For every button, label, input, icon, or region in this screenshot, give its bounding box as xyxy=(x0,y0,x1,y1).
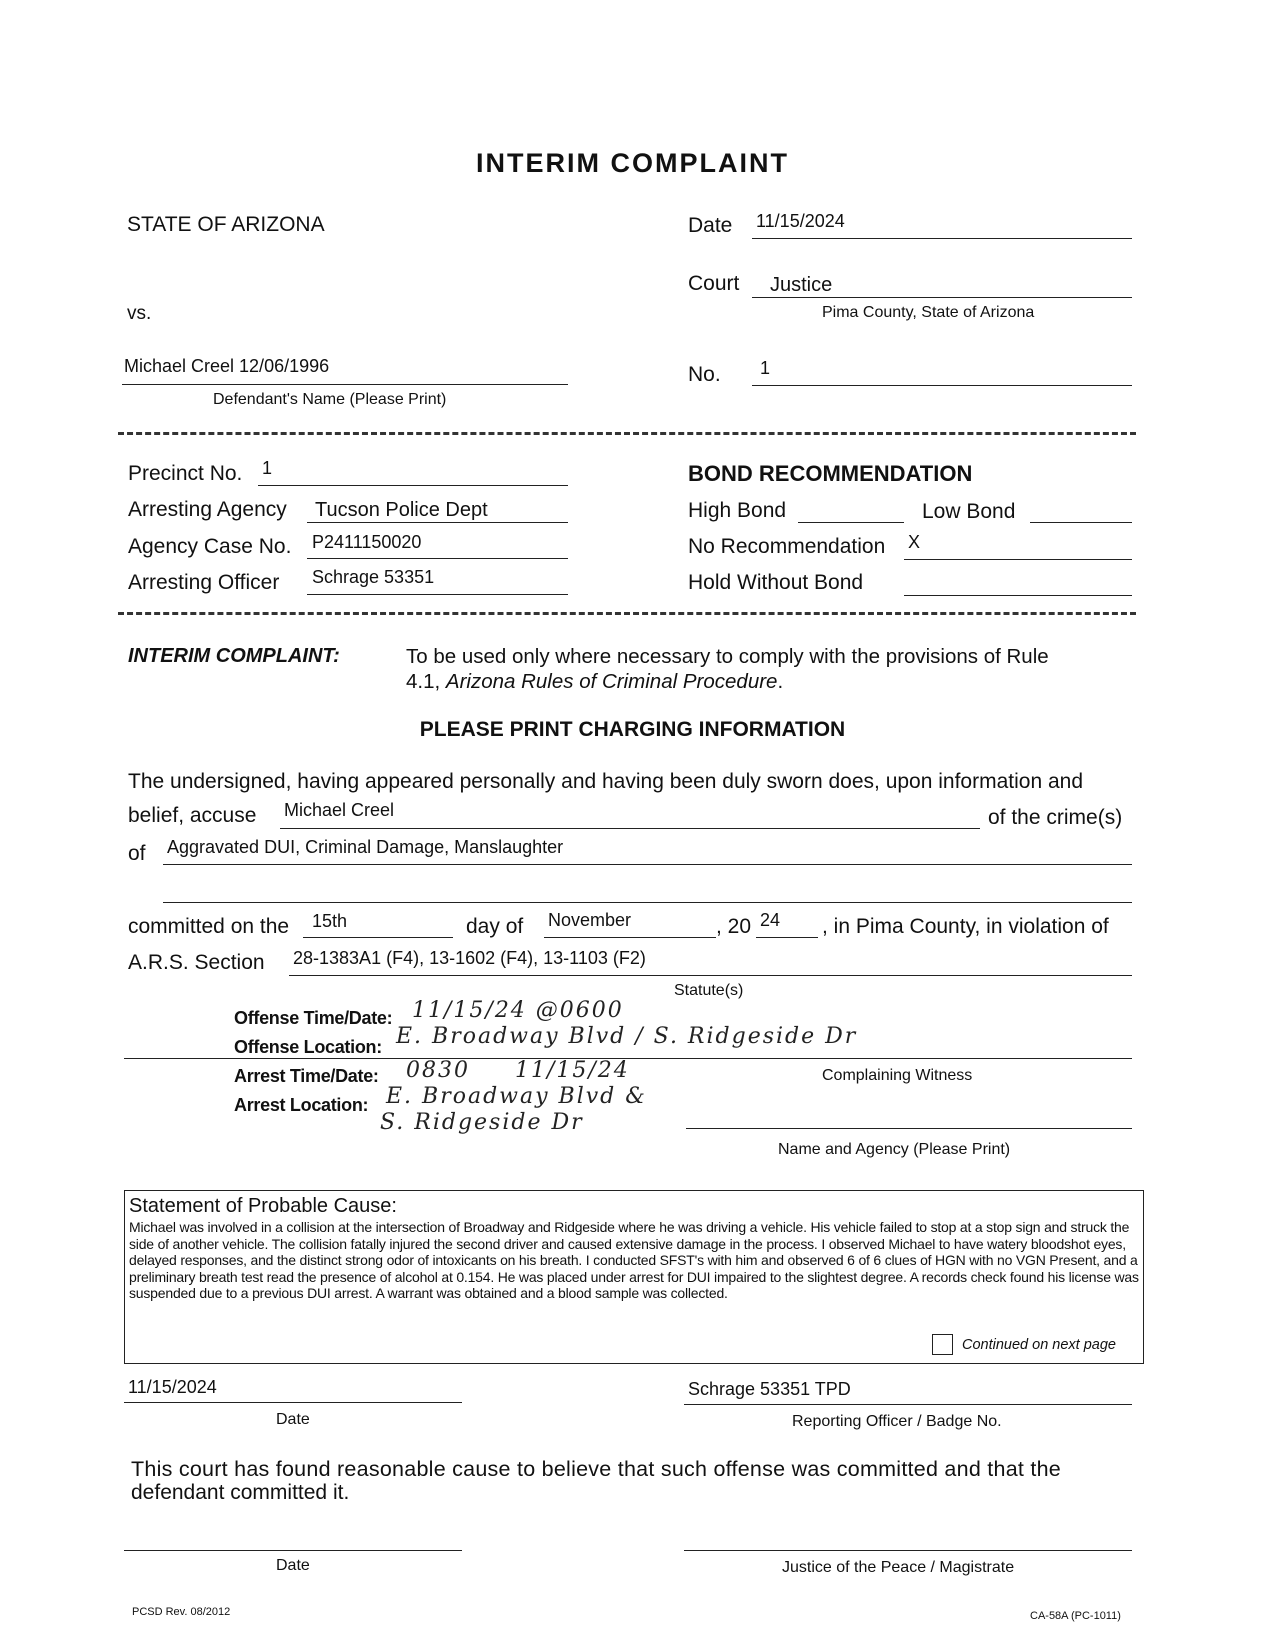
interim-note-line1: To be used only where necessary to comply with the provisions of Rule xyxy=(406,645,1049,668)
court-caption: Pima County, State of Arizona xyxy=(822,304,1035,321)
defendant-name-value: Michael Creel 12/06/1996 xyxy=(124,356,330,376)
case-number-value: 1 xyxy=(760,358,771,378)
signature-date-value: 11/15/2024 xyxy=(128,1377,217,1397)
footer-left: PCSD Rev. 08/2012 xyxy=(132,1606,231,1618)
court-finding-line2: defendant committed it. xyxy=(131,1481,350,1504)
reporting-officer-caption: Reporting Officer / Badge No. xyxy=(792,1413,1002,1430)
arresting-agency-value: Tucson Police Dept xyxy=(315,499,488,521)
of-label: of xyxy=(128,842,146,865)
agency-case-line xyxy=(307,558,568,559)
arresting-agency-line xyxy=(307,522,568,523)
arresting-officer-value: Schrage 53351 xyxy=(312,567,435,587)
interim-note-line2 xyxy=(406,670,783,694)
offense-time-label: Offense Time/Date: xyxy=(234,1008,393,1028)
reporting-officer-line xyxy=(684,1404,1132,1405)
court-date-line xyxy=(124,1550,462,1551)
court-finding-line1: This court has found reasonable cause to believe that such offense was committed and that the xyxy=(131,1457,1061,1481)
vs-label: vs. xyxy=(127,303,152,324)
high-bond-line xyxy=(798,522,904,523)
continued-label: Continued on next page xyxy=(962,1337,1116,1353)
defendant-name-line xyxy=(122,384,568,385)
accused-value: Michael Creel xyxy=(284,800,395,820)
reporting-officer-value: Schrage 53351 TPD xyxy=(688,1379,851,1399)
date-value: 11/15/2024 xyxy=(756,211,845,231)
day-line xyxy=(303,937,453,938)
month-line xyxy=(544,937,716,938)
of-the-crimes-label: of the crime(s) xyxy=(988,806,1123,829)
violation-text: , in Pima County, in violation of xyxy=(822,915,1109,938)
arrest-location-label: Arrest Location: xyxy=(234,1095,369,1115)
accused-line xyxy=(280,828,980,829)
charging-intro: The undersigned, having appeared personally and having been duly sworn does, upon information and xyxy=(128,770,1083,793)
interim-note-rules: Arizona Rules of Criminal Procedure xyxy=(445,670,778,693)
probable-cause-text: Michael was involved in a collision at the intersection of Broadway and Ridgeside where he was driving a vehicle. His vehicle failed to stop at a stop sign and struck the side of another vehicle. The collision fatally injured the second driver and caused extensive damage in the process. I observed Michael to have watery bloodshot eyes, delayed responses, and the distinct strong odor of intoxicants on his breath. I conducted SFST's with him and observed 6 of 6 clues of HGN with no VGN Present, and a preliminary breath test read the presence of alcohol at 0.154. He was placed under arrest for DUI impaired to the slightest degree. A records check found his license was suspended due to a previous DUI arrest. A warrant was obtained and a blood sample was collected. xyxy=(129,1219,1139,1302)
signature-date-line xyxy=(124,1402,462,1403)
justice-caption: Justice of the Peace / Magistrate xyxy=(782,1559,1015,1576)
date-line xyxy=(752,238,1132,239)
month-value: November xyxy=(548,910,632,930)
interim-note-prefix: 4.1, xyxy=(406,670,446,693)
precinct-label: Precinct No. xyxy=(128,462,243,485)
hold-without-bond-line xyxy=(904,595,1132,596)
court-line xyxy=(752,297,1132,298)
continued-checkbox[interactable] xyxy=(932,1334,953,1355)
complaining-witness-caption: Complaining Witness xyxy=(822,1067,973,1084)
interim-complaint-label: INTERIM COMPLAINT: xyxy=(128,645,340,667)
offense-time-value: 11/15/24 @0600 xyxy=(412,998,624,1023)
crimes-line-2 xyxy=(163,902,1132,903)
day-value: 15th xyxy=(312,911,348,931)
dashed-separator-top xyxy=(118,432,1136,435)
crimes-value: Aggravated DUI, Criminal Damage, Manslaughter xyxy=(167,837,564,857)
year-line xyxy=(756,937,818,938)
arrest-location-value-1: E. Broadway Blvd & xyxy=(386,1084,647,1109)
date-label: Date xyxy=(688,214,733,237)
offense-location-value: E. Broadway Blvd / S. Ridgeside Dr xyxy=(396,1024,858,1049)
interim-note-suffix: . xyxy=(777,670,784,693)
precinct-line xyxy=(258,485,568,486)
arresting-officer-label: Arresting Officer xyxy=(128,571,280,594)
offense-location-label: Offense Location: xyxy=(234,1037,382,1057)
bond-heading: BOND RECOMMENDATION xyxy=(688,461,973,486)
court-label: Court xyxy=(688,272,740,295)
state-label: STATE OF ARIZONA xyxy=(127,213,325,236)
case-number-label: No. xyxy=(688,363,721,386)
no-recommendation-label: No Recommendation xyxy=(688,535,886,558)
no-recommendation-mark: X xyxy=(908,532,921,552)
ars-value: 28-1383A1 (F4), 13-1602 (F4), 13-1103 (F2) xyxy=(293,948,646,968)
arrest-time-value: 0830 11/15/24 xyxy=(406,1058,630,1083)
case-number-line xyxy=(752,385,1132,386)
agency-case-label: Agency Case No. xyxy=(128,535,292,558)
committed-label: committed on the xyxy=(128,915,290,938)
high-bond-label: High Bond xyxy=(688,499,787,522)
low-bond-line xyxy=(1030,522,1132,523)
crimes-line-1 xyxy=(163,864,1132,865)
agency-case-value: P2411150020 xyxy=(312,532,422,552)
justice-line xyxy=(684,1550,1132,1551)
charging-heading: PLEASE PRINT CHARGING INFORMATION xyxy=(419,718,846,741)
ars-label: A.R.S. Section xyxy=(128,951,265,974)
name-agency-caption: Name and Agency (Please Print) xyxy=(778,1141,1011,1158)
court-date-caption: Date xyxy=(276,1557,310,1574)
hold-without-bond-label: Hold Without Bond xyxy=(688,571,864,594)
precinct-value: 1 xyxy=(262,458,273,478)
footer-right: CA-58A (PC-1011) xyxy=(1030,1610,1121,1622)
court-value: Justice xyxy=(770,274,833,296)
arresting-officer-line xyxy=(307,594,568,595)
page-title: INTERIM COMPLAINT xyxy=(476,148,789,178)
accuse-label: belief, accuse xyxy=(128,804,257,827)
arrest-location-value-2: S. Ridgeside Dr xyxy=(380,1110,584,1135)
arresting-agency-label: Arresting Agency xyxy=(128,498,287,521)
ars-line xyxy=(289,975,1132,976)
statutes-caption: Statute(s) xyxy=(674,982,744,999)
probable-cause-heading: Statement of Probable Cause: xyxy=(129,1195,397,1217)
name-agency-line xyxy=(686,1128,1132,1129)
year-prefix: , 20 xyxy=(716,915,752,938)
defendant-name-caption: Defendant's Name (Please Print) xyxy=(213,391,447,408)
year-value: 24 xyxy=(760,910,781,930)
no-recommendation-line xyxy=(904,559,1132,560)
arrest-time-label: Arrest Time/Date: xyxy=(234,1066,379,1086)
day-of-label: day of xyxy=(466,915,524,938)
dashed-separator-bottom xyxy=(118,612,1136,615)
probable-cause-box xyxy=(124,1190,1144,1364)
low-bond-label: Low Bond xyxy=(922,500,1016,523)
signature-date-caption: Date xyxy=(276,1411,310,1428)
